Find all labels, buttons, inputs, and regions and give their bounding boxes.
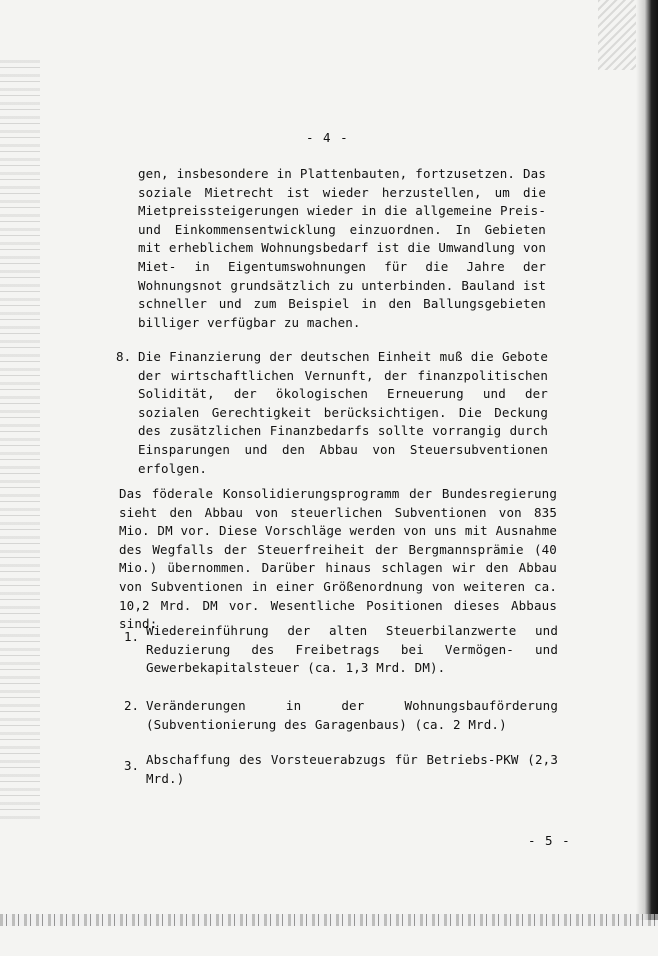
continuation-paragraph: gen, insbesondere in Plattenbauten, fortzusetzen. Das soziale Mietrecht ist wieder herzustellen, um die Mietpreissteigerungen wieder in die allgemeine Preis- und Einkommensentwicklung einzuordnen. In Gebieten mit erheblichem Wohnungsbedarf ist die Umwandlung von Miet- in Eigentumswohnungen für die Jahre der Wohnungsnot grundsätzlich zu unterbinden. Bauland ist schneller und zum Beispiel in den Ballungsgebieten billiger verfügbar zu machen. [138,166,546,330]
scan-artifact-right-edge [636,0,658,920]
scan-artifact-left [0,60,40,820]
point-8-paragraph: Die Finanzierung der deutschen Einheit muß die Gebote der wirtschaftlichen Vernunft, der finanzpolitischen Solidität, der ökologischen Erneuerung und der sozialen Gerechtigkeit berücksichtigen. Die Deckung des zusätzlichen Finanzbedarfs sollte vorrangig durch Einsparungen und den Abbau von Steuersubventionen erfolgen. [138,349,548,476]
list-item-1-text: Wiedereinführung der alten Steuerbilanzwerte und Reduzierung des Freibetrags bei Vermögen- und Gewerbekapitalsteuer (ca. 1,3 Mrd. DM). [146,623,558,676]
point-8-number: 8. [116,349,132,364]
scan-artifact-bottom [0,914,658,926]
list-item-3-number: 3. [124,758,140,773]
page-number: - 4 - [306,130,349,145]
list-item-2-text: Veränderungen in der Wohnungsbauförderung (Subventionierung des Garagenbaus) (ca. 2 Mrd.) [146,698,558,732]
list-item-2-number: 2. [124,698,140,713]
next-page-marker: - 5 - [528,833,571,848]
consolidation-paragraph: Das föderale Konsolidierungsprogramm der Bundesregierung sieht den Abbau von steuerlichen Subventionen von 835 Mio. DM vor. Diese Vorschläge werden von uns mit Ausnahme des Wegfalls der Steuerfreiheit der Bergmannsprämie (40 Mio.) übernommen. Darüber hinaus schlagen wir den Abbau von Subventionen in einer Größenordnung von weiteren ca. 10,2 Mrd. DM vor. Wesentliche Positionen dieses Abbaus sind: [119,486,557,632]
list-item-1-number: 1. [124,629,140,644]
scan-artifact-corner [598,0,638,70]
list-item-3-text: Abschaffung des Vorsteuerabzugs für Betriebs-PKW (2,3 Mrd.) [146,752,558,786]
